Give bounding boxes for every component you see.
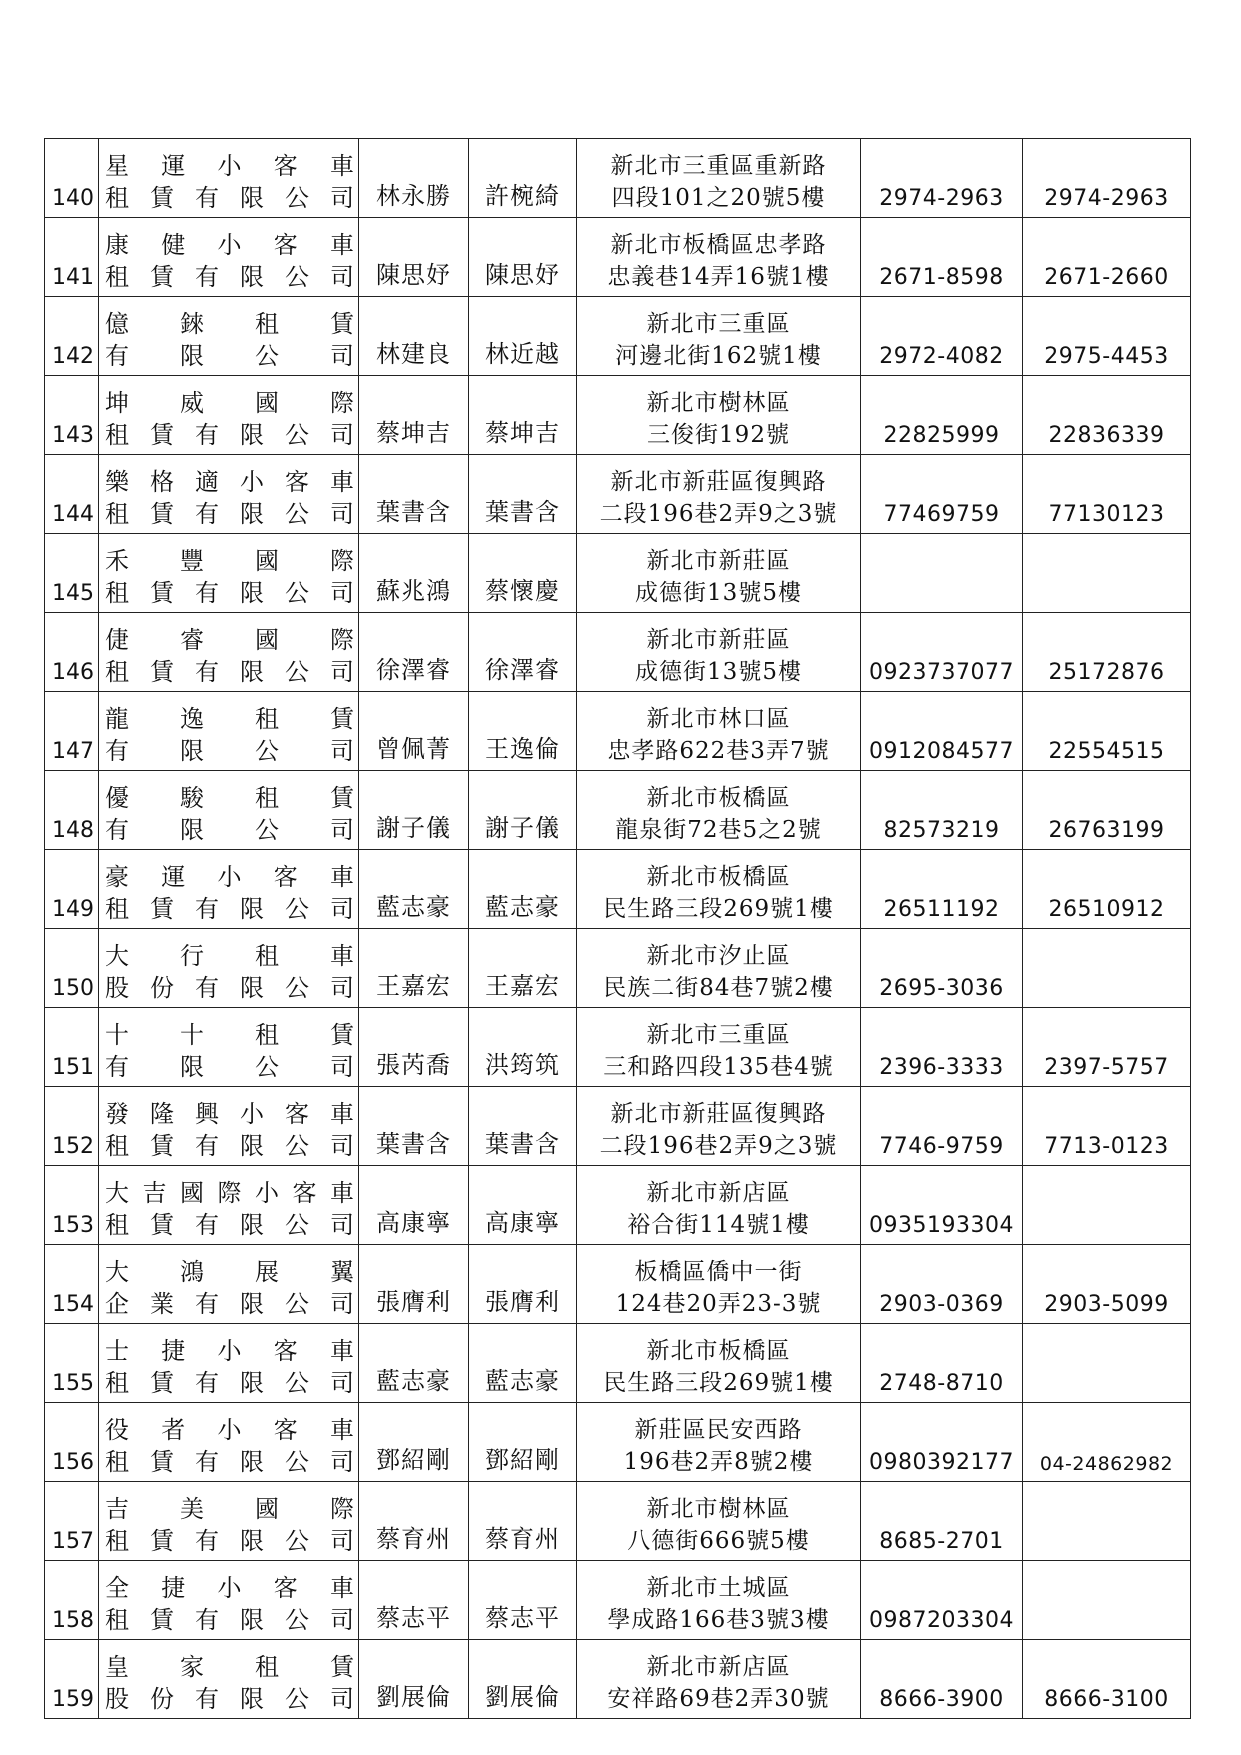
fax-number: 2671-2660 bbox=[1023, 218, 1191, 297]
company-name-cell bbox=[99, 850, 359, 929]
address-line-2: 三俊街192號 bbox=[647, 422, 790, 448]
address-line-2: 成德街13號5樓 bbox=[635, 659, 802, 685]
representative: 張芮喬 bbox=[359, 1008, 469, 1087]
address-line-1: 新北市三重區 bbox=[646, 1022, 791, 1048]
table-row bbox=[45, 1561, 1191, 1640]
address-cell bbox=[577, 455, 861, 534]
table-row bbox=[45, 455, 1191, 534]
fax-number bbox=[1023, 1482, 1191, 1561]
address-cell bbox=[577, 1640, 861, 1719]
address-cell bbox=[577, 692, 861, 771]
address-line-1: 新北市新莊區 bbox=[646, 627, 791, 653]
address-line-1: 新北市新莊區 bbox=[646, 548, 791, 574]
company-name-line-1: 皇 家 租 賃 bbox=[105, 1653, 354, 1681]
row-number: 159 bbox=[45, 1640, 99, 1719]
row-number: 144 bbox=[45, 455, 99, 534]
phone-number: 77469759 bbox=[861, 455, 1023, 534]
phone-number: 0912084577 bbox=[861, 692, 1023, 771]
manager: 謝子儀 bbox=[469, 771, 577, 850]
company-name-line-2: 租 賃 有 限 公 司 bbox=[105, 579, 354, 607]
address-line-1: 新北市汐止區 bbox=[646, 943, 791, 969]
representative: 蔡坤吉 bbox=[359, 376, 469, 455]
representative: 劉展倫 bbox=[359, 1640, 469, 1719]
phone-number: 2396-3333 bbox=[861, 1008, 1023, 1087]
address-line-2: 河邊北街162號1樓 bbox=[615, 343, 822, 369]
representative: 蔡育州 bbox=[359, 1482, 469, 1561]
company-name-line-1: 優 駿 租 賃 bbox=[105, 784, 354, 812]
company-name-line-2: 租 賃 有 限 公 司 bbox=[105, 1132, 354, 1160]
address-line-2: 學成路166巷3號3樓 bbox=[607, 1607, 830, 1633]
table-row bbox=[45, 850, 1191, 929]
address-line-2: 二段196巷2弄9之3號 bbox=[599, 501, 838, 527]
address-cell bbox=[577, 1403, 861, 1482]
representative: 陳思妤 bbox=[359, 218, 469, 297]
table-row bbox=[45, 534, 1191, 613]
company-name-cell bbox=[99, 771, 359, 850]
address-line-2: 民生路三段269號1樓 bbox=[603, 896, 834, 922]
company-name-line-2: 有 限 公 司 bbox=[105, 737, 354, 765]
representative: 林永勝 bbox=[359, 139, 469, 218]
phone-number: 2748-8710 bbox=[861, 1324, 1023, 1403]
phone-number: 2974-2963 bbox=[861, 139, 1023, 218]
company-name-cell bbox=[99, 929, 359, 1008]
row-number: 148 bbox=[45, 771, 99, 850]
company-name-cell bbox=[99, 297, 359, 376]
fax-number: 26763199 bbox=[1023, 771, 1191, 850]
row-number: 145 bbox=[45, 534, 99, 613]
company-name-line-2: 租 賃 有 限 公 司 bbox=[105, 184, 354, 212]
row-number: 141 bbox=[45, 218, 99, 297]
phone-number: 26511192 bbox=[861, 850, 1023, 929]
row-number: 154 bbox=[45, 1245, 99, 1324]
phone-number: 0923737077 bbox=[861, 613, 1023, 692]
address-cell bbox=[577, 297, 861, 376]
manager: 高康寧 bbox=[469, 1166, 577, 1245]
fax-number bbox=[1023, 1561, 1191, 1640]
manager: 許椀綺 bbox=[469, 139, 577, 218]
address-cell bbox=[577, 218, 861, 297]
phone-number: 8666-3900 bbox=[861, 1640, 1023, 1719]
company-name-line-1: 樂 格 適 小 客 車 bbox=[105, 468, 354, 496]
representative: 高康寧 bbox=[359, 1166, 469, 1245]
company-name-line-1: 倢 睿 國 際 bbox=[105, 626, 354, 654]
fax-number: 04-24862982 bbox=[1023, 1403, 1191, 1482]
manager: 徐澤睿 bbox=[469, 613, 577, 692]
company-name-cell bbox=[99, 1324, 359, 1403]
table-row bbox=[45, 297, 1191, 376]
manager: 林近越 bbox=[469, 297, 577, 376]
manager: 王嘉宏 bbox=[469, 929, 577, 1008]
phone-number: 0935193304 bbox=[861, 1166, 1023, 1245]
company-name-cell bbox=[99, 1640, 359, 1719]
manager: 葉書含 bbox=[469, 1087, 577, 1166]
fax-number: 25172876 bbox=[1023, 613, 1191, 692]
phone-number: 2903-0369 bbox=[861, 1245, 1023, 1324]
phone-number: 22825999 bbox=[861, 376, 1023, 455]
company-name-line-2: 租 賃 有 限 公 司 bbox=[105, 1448, 354, 1476]
address-line-1: 新北市新莊區復興路 bbox=[610, 469, 827, 495]
company-name-line-1: 坤 威 國 際 bbox=[105, 389, 354, 417]
row-number: 146 bbox=[45, 613, 99, 692]
fax-number: 2975-4453 bbox=[1023, 297, 1191, 376]
company-name-line-1: 龍 逸 租 賃 bbox=[105, 705, 354, 733]
address-cell bbox=[577, 1324, 861, 1403]
fax-number bbox=[1023, 1166, 1191, 1245]
address-cell bbox=[577, 1245, 861, 1324]
company-name-cell bbox=[99, 139, 359, 218]
phone-number: 2671-8598 bbox=[861, 218, 1023, 297]
company-name-line-2: 有 限 公 司 bbox=[105, 1053, 354, 1081]
table-row bbox=[45, 376, 1191, 455]
address-line-2: 安祥路69巷2弄30號 bbox=[607, 1686, 830, 1712]
company-name-line-2: 有 限 公 司 bbox=[105, 342, 354, 370]
phone-number: 0980392177 bbox=[861, 1403, 1023, 1482]
company-name-line-1: 役 者 小 客 車 bbox=[105, 1416, 354, 1444]
rental-company-table bbox=[44, 138, 1191, 1719]
fax-number: 26510912 bbox=[1023, 850, 1191, 929]
representative: 徐澤睿 bbox=[359, 613, 469, 692]
company-name-cell bbox=[99, 455, 359, 534]
company-name-cell bbox=[99, 1008, 359, 1087]
row-number: 158 bbox=[45, 1561, 99, 1640]
address-line-1: 新北市土城區 bbox=[646, 1575, 791, 1601]
address-cell bbox=[577, 850, 861, 929]
representative: 王嘉宏 bbox=[359, 929, 469, 1008]
address-line-1: 新北市樹林區 bbox=[646, 390, 791, 416]
phone-number: 2695-3036 bbox=[861, 929, 1023, 1008]
address-line-2: 民生路三段269號1樓 bbox=[603, 1370, 834, 1396]
address-line-2: 二段196巷2弄9之3號 bbox=[599, 1133, 838, 1159]
company-name-line-2: 股 份 有 限 公 司 bbox=[105, 974, 354, 1002]
company-name-line-2: 有 限 公 司 bbox=[105, 816, 354, 844]
address-line-1: 新北市板橋區 bbox=[646, 1338, 791, 1364]
company-name-line-2: 租 賃 有 限 公 司 bbox=[105, 1369, 354, 1397]
company-name-line-1: 發 隆 興 小 客 車 bbox=[105, 1100, 354, 1128]
fax-number: 8666-3100 bbox=[1023, 1640, 1191, 1719]
manager: 王逸倫 bbox=[469, 692, 577, 771]
address-line-2: 裕合街114號1樓 bbox=[627, 1212, 810, 1238]
row-number: 157 bbox=[45, 1482, 99, 1561]
company-name-line-1: 大 行 租 車 bbox=[105, 942, 354, 970]
manager: 洪筠筑 bbox=[469, 1008, 577, 1087]
table-row bbox=[45, 1245, 1191, 1324]
address-line-2: 三和路四段135巷4號 bbox=[603, 1054, 834, 1080]
company-name-line-1: 星 運 小 客 車 bbox=[105, 152, 354, 180]
phone-number bbox=[861, 534, 1023, 613]
table-row bbox=[45, 1640, 1191, 1719]
company-name-line-1: 大 吉 國 際 小 客 車 bbox=[105, 1179, 354, 1207]
address-line-2: 124巷20弄23-3號 bbox=[615, 1291, 822, 1317]
address-cell bbox=[577, 534, 861, 613]
phone-number: 0987203304 bbox=[861, 1561, 1023, 1640]
table-row bbox=[45, 771, 1191, 850]
phone-number: 7746-9759 bbox=[861, 1087, 1023, 1166]
address-line-2: 成德街13號5樓 bbox=[635, 580, 802, 606]
table-row bbox=[45, 1008, 1191, 1087]
address-line-2: 民族二街84巷7號2樓 bbox=[603, 975, 834, 1001]
company-name-line-2: 租 賃 有 限 公 司 bbox=[105, 1211, 354, 1239]
representative: 藍志豪 bbox=[359, 1324, 469, 1403]
representative: 葉書含 bbox=[359, 455, 469, 534]
address-line-2: 忠義巷14弄16號1樓 bbox=[607, 264, 830, 290]
table-row bbox=[45, 1166, 1191, 1245]
manager: 葉書含 bbox=[469, 455, 577, 534]
company-name-line-1: 康 健 小 客 車 bbox=[105, 231, 354, 259]
table-body bbox=[45, 139, 1191, 1719]
representative: 曾佩菁 bbox=[359, 692, 469, 771]
representative: 鄧紹剛 bbox=[359, 1403, 469, 1482]
address-cell bbox=[577, 771, 861, 850]
company-name-line-2: 租 賃 有 限 公 司 bbox=[105, 263, 354, 291]
address-line-1: 板橋區僑中一街 bbox=[634, 1259, 803, 1285]
company-name-cell bbox=[99, 613, 359, 692]
company-name-cell bbox=[99, 692, 359, 771]
table-row bbox=[45, 1087, 1191, 1166]
manager: 劉展倫 bbox=[469, 1640, 577, 1719]
row-number: 150 bbox=[45, 929, 99, 1008]
table-row bbox=[45, 929, 1191, 1008]
fax-number: 22836339 bbox=[1023, 376, 1191, 455]
address-cell bbox=[577, 613, 861, 692]
company-name-line-2: 租 賃 有 限 公 司 bbox=[105, 1606, 354, 1634]
company-name-cell bbox=[99, 1561, 359, 1640]
company-name-cell bbox=[99, 1087, 359, 1166]
address-cell bbox=[577, 1008, 861, 1087]
address-cell bbox=[577, 376, 861, 455]
phone-number: 8685-2701 bbox=[861, 1482, 1023, 1561]
representative: 蘇兆鴻 bbox=[359, 534, 469, 613]
manager: 藍志豪 bbox=[469, 1324, 577, 1403]
company-name-cell bbox=[99, 1403, 359, 1482]
row-number: 142 bbox=[45, 297, 99, 376]
table-row bbox=[45, 139, 1191, 218]
address-line-1: 新北市樹林區 bbox=[646, 1496, 791, 1522]
address-cell bbox=[577, 929, 861, 1008]
address-cell bbox=[577, 139, 861, 218]
address-line-2: 四段101之20號5樓 bbox=[611, 185, 826, 211]
address-line-1: 新北市新店區 bbox=[646, 1654, 791, 1680]
manager: 蔡坤吉 bbox=[469, 376, 577, 455]
manager: 蔡志平 bbox=[469, 1561, 577, 1640]
fax-number: 77130123 bbox=[1023, 455, 1191, 534]
manager: 張膺利 bbox=[469, 1245, 577, 1324]
company-name-line-2: 股 份 有 限 公 司 bbox=[105, 1685, 354, 1713]
row-number: 155 bbox=[45, 1324, 99, 1403]
row-number: 156 bbox=[45, 1403, 99, 1482]
fax-number: 2903-5099 bbox=[1023, 1245, 1191, 1324]
company-name-cell bbox=[99, 1482, 359, 1561]
phone-number: 2972-4082 bbox=[861, 297, 1023, 376]
company-name-cell bbox=[99, 534, 359, 613]
company-name-line-2: 租 賃 有 限 公 司 bbox=[105, 658, 354, 686]
company-name-line-2: 租 賃 有 限 公 司 bbox=[105, 895, 354, 923]
representative: 林建良 bbox=[359, 297, 469, 376]
company-name-line-1: 全 捷 小 客 車 bbox=[105, 1574, 354, 1602]
table-row bbox=[45, 613, 1191, 692]
row-number: 147 bbox=[45, 692, 99, 771]
manager: 蔡育州 bbox=[469, 1482, 577, 1561]
row-number: 140 bbox=[45, 139, 99, 218]
address-cell bbox=[577, 1482, 861, 1561]
address-line-1: 新北市林口區 bbox=[646, 706, 791, 732]
address-line-1: 新北市板橋區 bbox=[646, 864, 791, 890]
company-name-line-1: 士 捷 小 客 車 bbox=[105, 1337, 354, 1365]
fax-number bbox=[1023, 929, 1191, 1008]
manager: 鄧紹剛 bbox=[469, 1403, 577, 1482]
row-number: 152 bbox=[45, 1087, 99, 1166]
company-name-line-2: 租 賃 有 限 公 司 bbox=[105, 500, 354, 528]
fax-number bbox=[1023, 1324, 1191, 1403]
phone-number: 82573219 bbox=[861, 771, 1023, 850]
company-name-line-2: 租 賃 有 限 公 司 bbox=[105, 1527, 354, 1555]
company-name-cell bbox=[99, 1166, 359, 1245]
company-name-line-1: 吉 美 國 際 bbox=[105, 1495, 354, 1523]
fax-number: 7713-0123 bbox=[1023, 1087, 1191, 1166]
address-cell bbox=[577, 1087, 861, 1166]
representative: 蔡志平 bbox=[359, 1561, 469, 1640]
address-line-1: 新莊區民安西路 bbox=[634, 1417, 803, 1443]
table-row bbox=[45, 218, 1191, 297]
representative: 葉書含 bbox=[359, 1087, 469, 1166]
row-number: 153 bbox=[45, 1166, 99, 1245]
company-name-cell bbox=[99, 376, 359, 455]
address-line-2: 龍泉街72巷5之2號 bbox=[615, 817, 822, 843]
table-row bbox=[45, 1324, 1191, 1403]
address-line-1: 新北市三重區重新路 bbox=[610, 153, 827, 179]
row-number: 151 bbox=[45, 1008, 99, 1087]
company-name-line-2: 企 業 有 限 公 司 bbox=[105, 1290, 354, 1318]
company-name-line-2: 租 賃 有 限 公 司 bbox=[105, 421, 354, 449]
company-name-line-1: 十 十 租 賃 bbox=[105, 1021, 354, 1049]
address-line-2: 八德街666號5樓 bbox=[627, 1528, 810, 1554]
address-line-2: 忠孝路622巷3弄7號 bbox=[607, 738, 830, 764]
representative: 張膺利 bbox=[359, 1245, 469, 1324]
representative: 藍志豪 bbox=[359, 850, 469, 929]
manager: 陳思妤 bbox=[469, 218, 577, 297]
address-line-1: 新北市板橋區忠孝路 bbox=[610, 232, 827, 258]
company-name-cell bbox=[99, 1245, 359, 1324]
address-line-1: 新北市新莊區復興路 bbox=[610, 1101, 827, 1127]
table-row bbox=[45, 1403, 1191, 1482]
representative: 謝子儀 bbox=[359, 771, 469, 850]
address-line-2: 196巷2弄8號2樓 bbox=[623, 1449, 814, 1475]
address-cell bbox=[577, 1561, 861, 1640]
fax-number: 22554515 bbox=[1023, 692, 1191, 771]
table-row bbox=[45, 1482, 1191, 1561]
company-name-line-1: 億 錸 租 賃 bbox=[105, 310, 354, 338]
fax-number: 2974-2963 bbox=[1023, 139, 1191, 218]
table-row bbox=[45, 692, 1191, 771]
address-line-1: 新北市新店區 bbox=[646, 1180, 791, 1206]
row-number: 143 bbox=[45, 376, 99, 455]
company-name-cell bbox=[99, 218, 359, 297]
company-name-line-1: 禾 豐 國 際 bbox=[105, 547, 354, 575]
address-cell bbox=[577, 1166, 861, 1245]
company-name-line-1: 豪 運 小 客 車 bbox=[105, 863, 354, 891]
row-number: 149 bbox=[45, 850, 99, 929]
manager: 藍志豪 bbox=[469, 850, 577, 929]
address-line-1: 新北市板橋區 bbox=[646, 785, 791, 811]
manager: 蔡懷慶 bbox=[469, 534, 577, 613]
fax-number: 2397-5757 bbox=[1023, 1008, 1191, 1087]
address-line-1: 新北市三重區 bbox=[646, 311, 791, 337]
fax-number bbox=[1023, 534, 1191, 613]
company-name-line-1: 大 鴻 展 翼 bbox=[105, 1258, 354, 1286]
